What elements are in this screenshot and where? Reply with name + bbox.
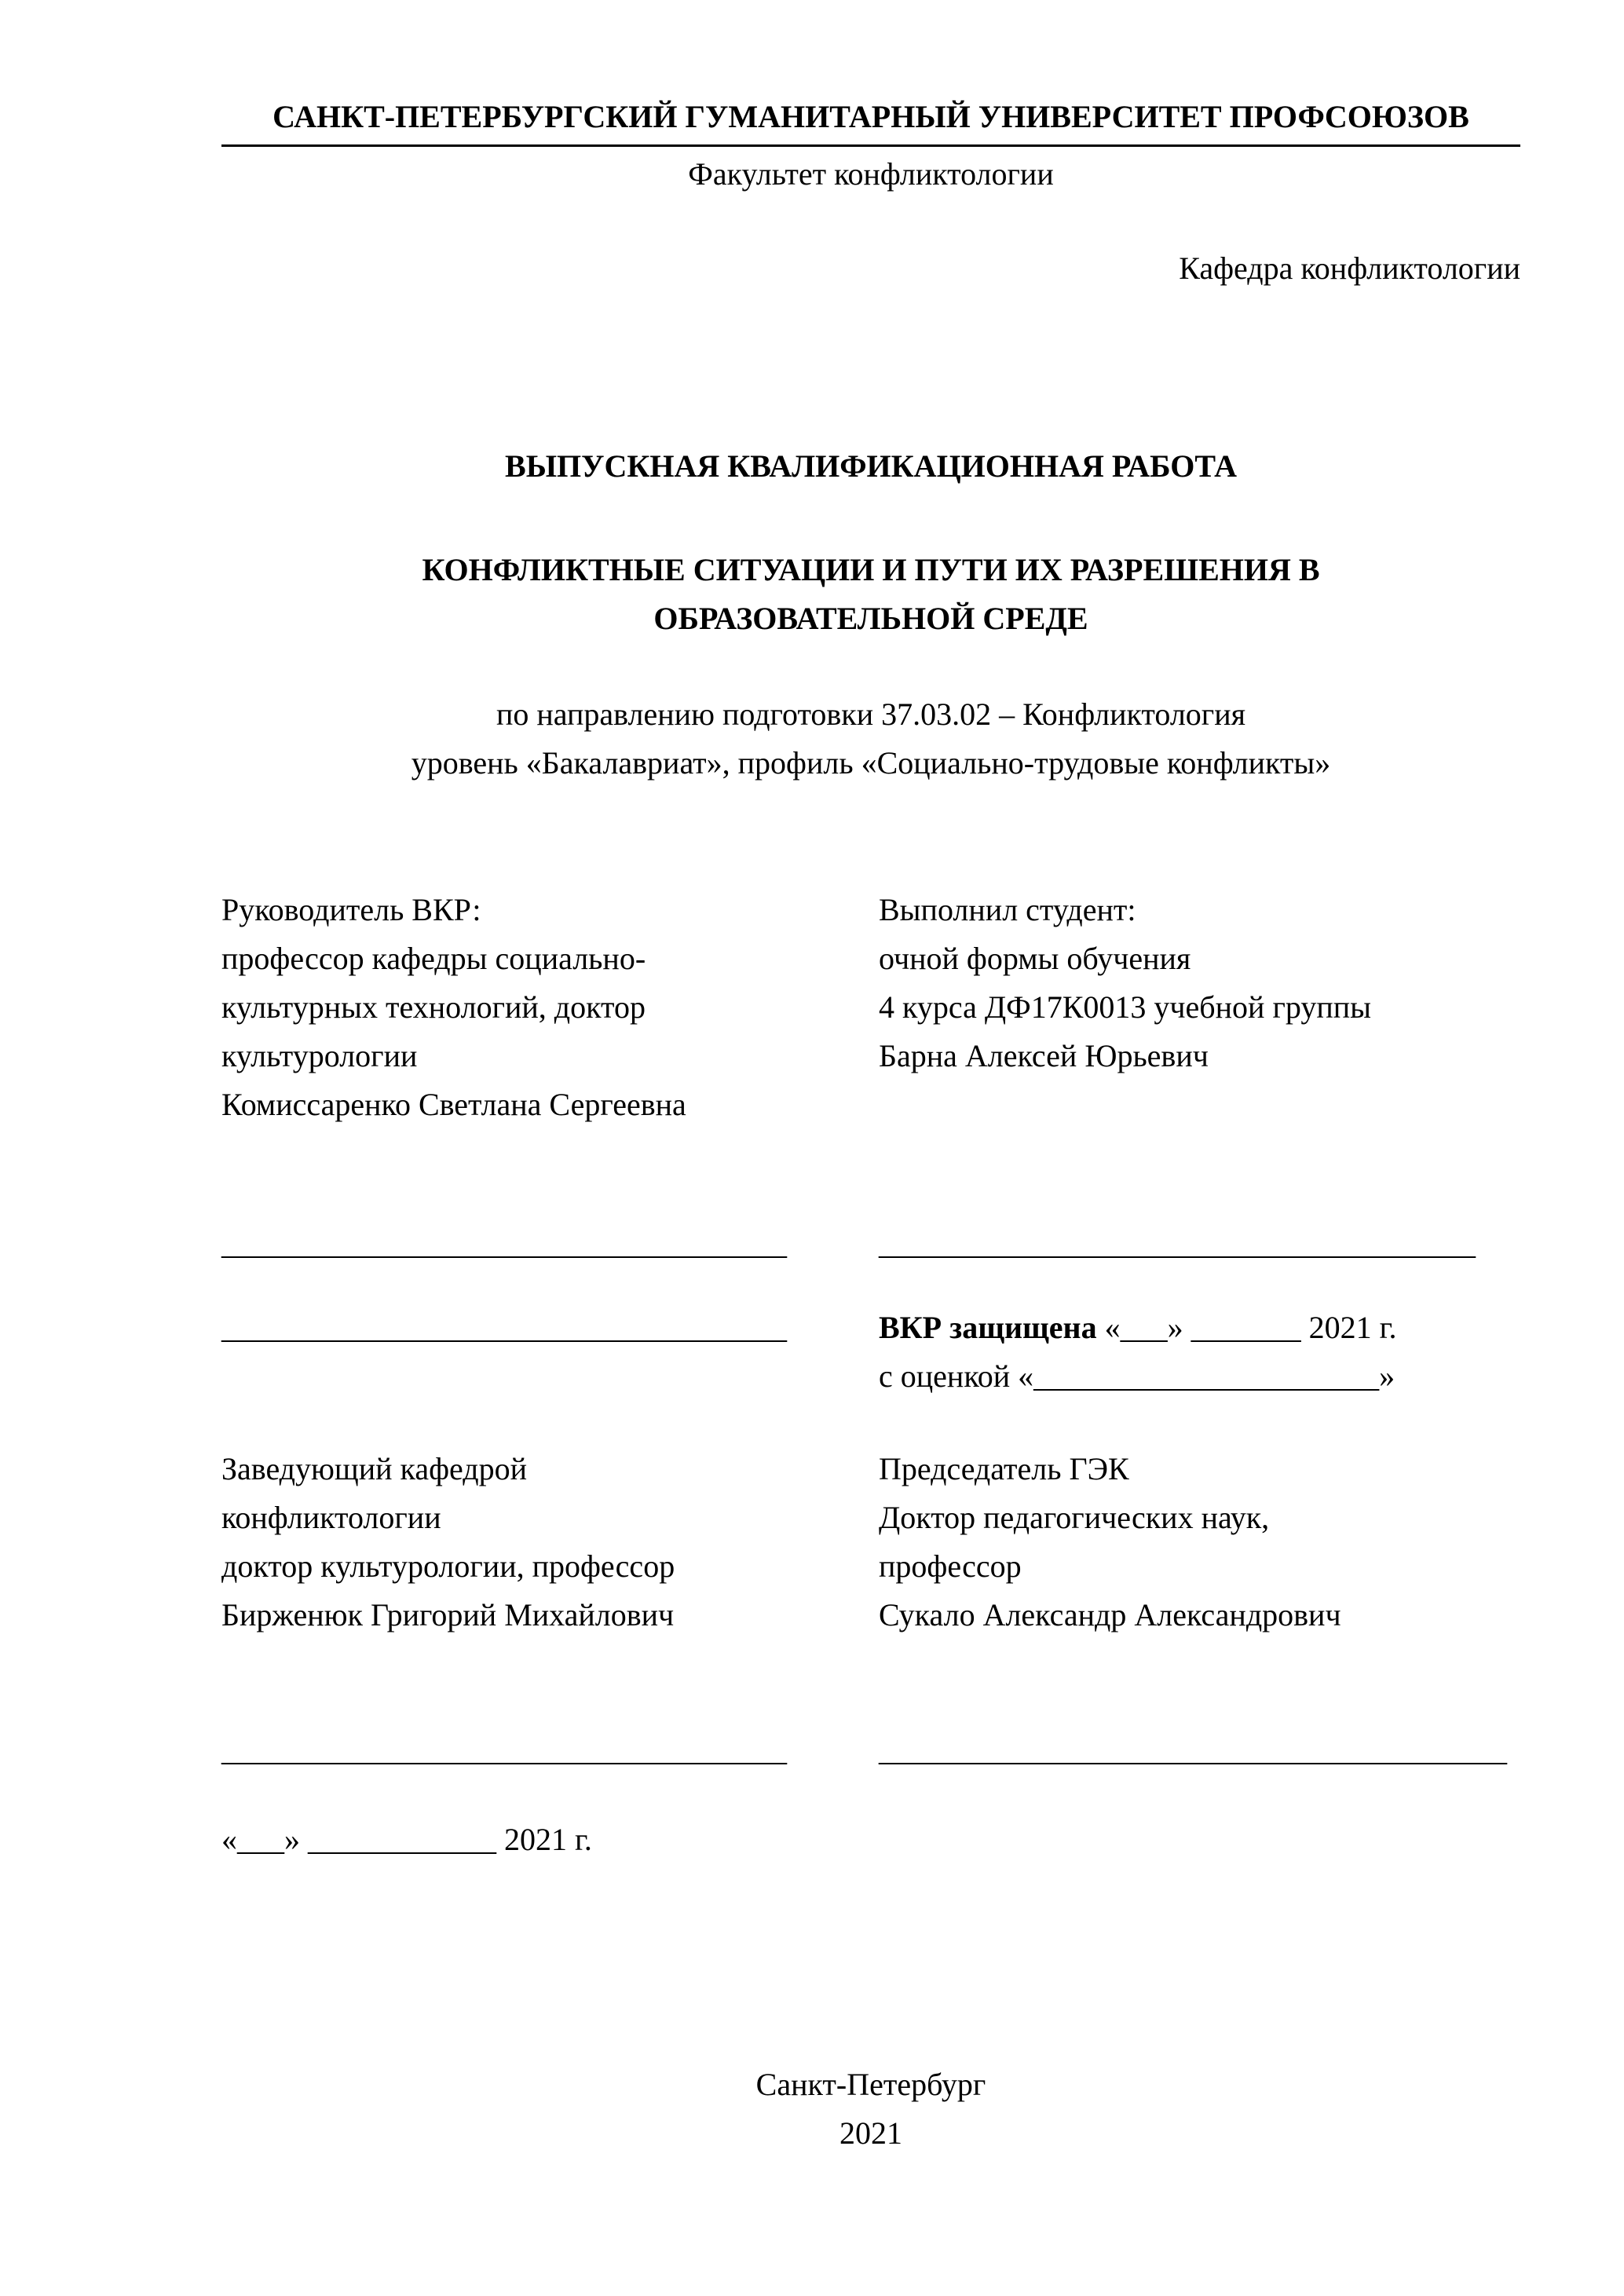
defense-block (879, 1303, 1520, 1401)
signature-line-student: ______________________________________ (879, 1226, 1476, 1261)
footer-year: 2021 (839, 2115, 902, 2151)
signature-line-supervisor: ____________________________________ (221, 1226, 787, 1261)
program-level: уровень «Бакалавриат», профиль «Социально-трудовые конфликты» (411, 745, 1331, 781)
supervisor-line: культурологии (221, 1038, 418, 1073)
thesis-title-line-2: ОБРАЗОВАТЕЛЬНОЙ СРЕДЕ (653, 601, 1088, 636)
student-label: Выполнил студент: (879, 892, 1136, 927)
signature-line-left-2: ____________________________________ (221, 1310, 787, 1345)
date-row (221, 1815, 1520, 1864)
signature-line-gek-chair: ________________________________________ (879, 1732, 1507, 1768)
student-line: очной формы обучения (879, 941, 1191, 976)
head-dept-name: Бирженюк Григорий Михайлович (221, 1597, 675, 1632)
supervisor-line: культурных технологий, доктор (221, 989, 646, 1025)
faculty-name: Факультет конфликтологии (688, 156, 1054, 192)
program-direction: по направлению подготовки 37.03.02 – Конфликтология (496, 696, 1246, 732)
work-type-heading: ВЫПУСКНАЯ КВАЛИФИКАЦИОННАЯ РАБОТА (505, 448, 1237, 484)
signature-row-3 (221, 1726, 1520, 1775)
university-name: САНКТ-ПЕТЕРБУРГСКИЙ ГУМАНИТАРНЫЙ УНИВЕРСИТЕТ ПРОФСОЮЗОВ (221, 93, 1520, 147)
department-name: Кафедра конфликтологии (1179, 250, 1520, 286)
signature-row-1 (221, 1219, 1520, 1268)
supervisor-label: Руководитель ВКР: (221, 892, 481, 927)
people-block (221, 886, 1520, 1129)
head-dept-line: конфликтологии (221, 1500, 441, 1535)
program-info (221, 690, 1520, 788)
student-block (879, 886, 1520, 1129)
thesis-title (221, 546, 1520, 643)
head-of-department-block (221, 1445, 879, 1640)
signature-line-head-dept: ____________________________________ (221, 1732, 787, 1768)
defense-date-blank: «___» _______ 2021 г. (1096, 1310, 1397, 1345)
gek-chair-line: Председатель ГЭК (879, 1451, 1129, 1486)
supervisor-line: профессор кафедры социально- (221, 941, 646, 976)
head-dept-line: доктор культурологии, профессор (221, 1548, 675, 1584)
supervisor-name: Комиссаренко Светлана Сергеевна (221, 1087, 686, 1122)
student-line: 4 курса ДФ17К0013 учебной группы (879, 989, 1372, 1025)
student-name: Барна Алексей Юрьевич (879, 1038, 1209, 1073)
defense-line (879, 1303, 1520, 1352)
gek-chair-name: Сукало Александр Александрович (879, 1597, 1341, 1632)
gek-chairman-block (879, 1445, 1520, 1640)
gek-chair-line: Доктор педагогических наук, (879, 1500, 1270, 1535)
date-blank-line: «___» ____________ 2021 г. (221, 1822, 592, 1857)
signature-row-2 (221, 1303, 1520, 1401)
footer-city: Санкт-Петербург (755, 2067, 986, 2102)
supervisor-block (221, 886, 879, 1129)
defense-grade-line: с оценкой «______________________» (879, 1358, 1395, 1394)
head-dept-line: Заведующий кафедрой (221, 1451, 528, 1486)
officials-block (221, 1445, 1520, 1640)
footer-block (221, 2060, 1520, 2158)
defense-label: ВКР защищена (879, 1310, 1097, 1345)
gek-chair-line: профессор (879, 1548, 1022, 1584)
thesis-title-line-1: КОНФЛИКТНЫЕ СИТУАЦИИ И ПУТИ ИХ РАЗРЕШЕНИЯ В (422, 552, 1320, 587)
